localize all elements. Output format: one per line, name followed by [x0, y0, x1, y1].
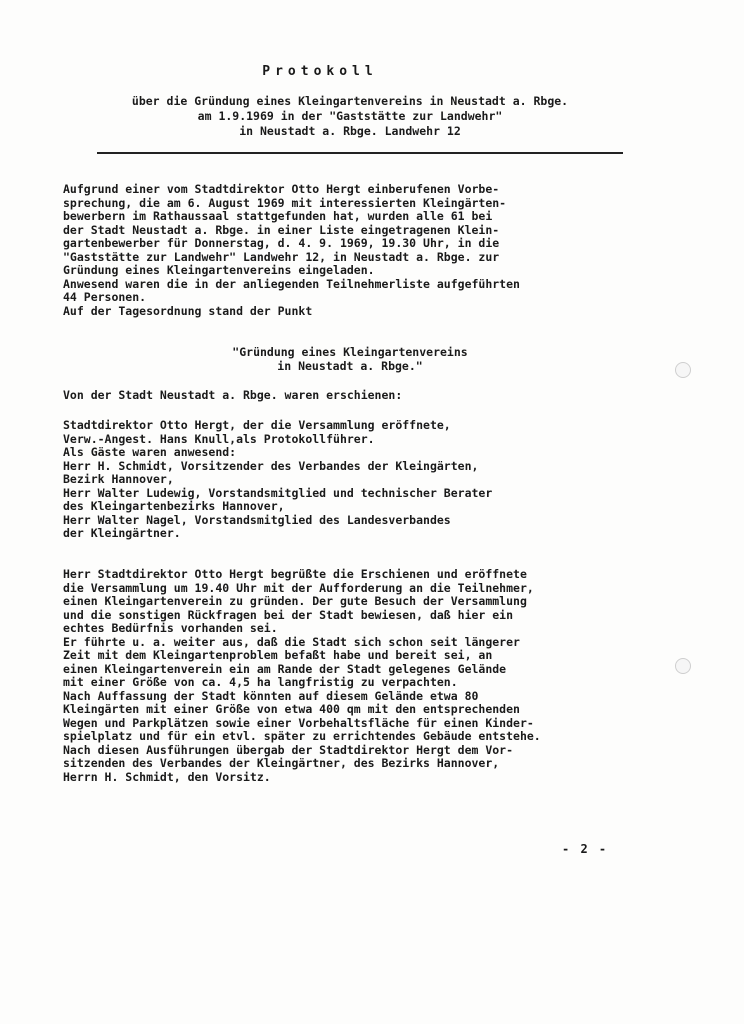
punch-hole-mark: [675, 658, 691, 674]
city-present-heading: [63, 389, 663, 403]
text-line: 44 Personen.: [63, 290, 147, 304]
text-line: des Kleingartenbezirks Hannover,: [63, 499, 285, 513]
text-line: echtes Bedürfnis vorhanden sei.: [63, 621, 278, 635]
text-line: Herrn H. Schmidt, den Vorsitz.: [63, 769, 271, 784]
agenda-item: [50, 346, 650, 373]
text-line: Kleingärten mit einer Größe von etwa 400 qm mit den entsprechenden: [63, 702, 520, 716]
text-line: Nach Auffassung der Stadt könnten auf diesem Gelände etwa 80: [63, 688, 479, 703]
text-line: mit einer Größe von ca. 4,5 ha langfristig zu verpachten.: [63, 675, 458, 689]
text-line: in Neustadt a. Rbge.": [277, 358, 423, 373]
text-line: Wegen und Parkplätzen sowie einer Vorbehaltsfläche für einen Kinder-: [63, 715, 534, 730]
text-line: gartenbewerber für Donnerstag, d. 4. 9. 1969, 19.30 Uhr, in die: [63, 236, 500, 250]
document-title: Protokoll: [262, 64, 378, 79]
officials-paragraph: [63, 419, 663, 541]
text-line: Herr H. Schmidt, Vorsitzender des Verbandes der Kleingärten,: [63, 458, 479, 473]
text-line: Anwesend waren die in der anliegenden Teilnehmerliste aufgeführten: [63, 276, 520, 291]
text-line: Herr Stadtdirektor Otto Hergt begrüßte die Erschienen und eröffnete: [63, 567, 527, 581]
intro-paragraph: [63, 183, 663, 318]
title-divider: [97, 152, 623, 154]
text-line: Verw.-Angest. Hans Knull,als Protokollführer.: [63, 431, 375, 446]
page-number: - 2 -: [562, 842, 609, 856]
text-line: die Versammlung um 19.40 Uhr mit der Aufforderung an die Teilnehmer,: [63, 580, 534, 595]
punch-hole-mark: [675, 362, 691, 378]
text-line: Zeit mit dem Kleingartenproblem befaßt habe und bereit sei, an: [63, 648, 493, 662]
text-line: einen Kleingartenverein ein am Rande der Stadt gelegenes Gelände: [63, 661, 507, 676]
text-line: Gründung eines Kleingartenvereins eingeladen.: [63, 263, 375, 277]
subtitle-line: in Neustadt a. Rbge. Landwehr 12: [239, 124, 461, 138]
text-line: Stadtdirektor Otto Hergt, der die Versammlung eröffnete,: [63, 418, 451, 432]
subtitle-line: über die Gründung eines Kleingartenvereins in Neustadt a. Rbge.: [131, 94, 569, 108]
text-line: sitzenden des Verbandes der Kleingärtner, des Bezirks Hannover,: [63, 756, 500, 770]
text-line: Aufgrund einer vom Stadtdirektor Otto Hergt einberufenen Vorbe-: [63, 182, 500, 196]
text-line: der Stadt Neustadt a. Rbge. in einer Liste eingetragenen Klein-: [63, 222, 500, 237]
text-line: Herr Walter Nagel, Vorstandsmitglied des Landesverbandes: [63, 512, 451, 527]
text-line: Als Gäste waren anwesend:: [63, 445, 237, 459]
text-line: "Gründung eines Kleingartenvereins: [232, 345, 468, 359]
text-line: Nach diesen Ausführungen übergab der Stadtdirektor Hergt dem Vor-: [63, 742, 514, 757]
text-line: einen Kleingartenverein zu gründen. Der gute Besuch der Versammlung: [63, 594, 527, 608]
subtitle-line: am 1.9.1969 in der "Gaststätte zur Landwehr": [197, 109, 503, 123]
text-line: Herr Walter Ludewig, Vorstandsmitglied und technischer Berater: [63, 485, 493, 500]
text-line: Von der Stadt Neustadt a. Rbge. waren erschienen:: [63, 388, 403, 402]
text-line: der Kleingärtner.: [63, 526, 181, 540]
text-line: Auf der Tagesordnung stand der Punkt: [63, 303, 313, 318]
text-line: sprechung, die am 6. August 1969 mit interessierten Kleingärten-: [63, 195, 507, 210]
text-line: bewerbern im Rathaussaal stattgefunden hat, wurden alle 61 bei: [63, 209, 493, 223]
text-line: spielplatz und für ein etvl. später zu errichtendes Gebäude entstehe.: [63, 729, 541, 743]
document-subtitle: [60, 94, 640, 139]
text-line: "Gaststätte zur Landwehr" Landwehr 12, in Neustadt a. Rbge. zur: [63, 249, 500, 264]
text-line: Bezirk Hannover,: [63, 472, 174, 486]
text-line: und die sonstigen Rückfragen bei der Stadt bewiesen, daß hier ein: [63, 607, 514, 622]
body-paragraph: [63, 568, 663, 784]
text-line: Er führte u. a. weiter aus, daß die Stadt sich schon seit längerer: [63, 634, 520, 649]
